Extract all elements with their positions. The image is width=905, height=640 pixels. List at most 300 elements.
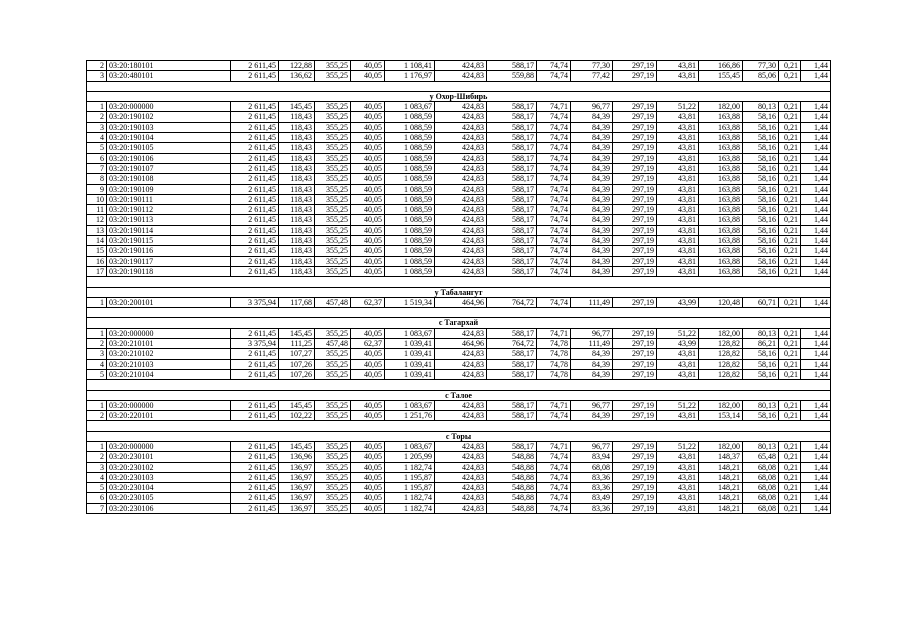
value-cell: 40,05 (351, 194, 385, 204)
cadastral-code: 03:20:210102 (107, 349, 231, 359)
value-cell: 40,05 (351, 411, 385, 421)
value-cell: 40,05 (351, 61, 385, 71)
value-cell: 355,25 (315, 71, 351, 81)
value-cell: 182,00 (699, 441, 743, 451)
value-cell: 1 088,59 (385, 205, 435, 215)
value-cell: 40,05 (351, 143, 385, 153)
spacer-cell (87, 277, 831, 287)
value-cell: 424,83 (435, 349, 487, 359)
row-number: 2 (87, 452, 107, 462)
value-cell: 74,74 (537, 112, 571, 122)
row-number: 11 (87, 205, 107, 215)
value-cell: 1 088,59 (385, 184, 435, 194)
value-cell: 40,05 (351, 184, 385, 194)
value-cell: 0,21 (779, 184, 801, 194)
table-row (87, 472, 831, 482)
value-cell: 148,21 (699, 483, 743, 493)
value-cell: 2 611,45 (231, 452, 279, 462)
value-cell: 163,88 (699, 143, 743, 153)
value-cell: 43,81 (657, 215, 699, 225)
value-cell: 84,39 (571, 266, 613, 276)
value-cell: 0,21 (779, 133, 801, 143)
cadastral-code: 03:20:190115 (107, 236, 231, 246)
value-cell: 84,39 (571, 256, 613, 266)
value-cell: 297,19 (613, 339, 657, 349)
value-cell: 2 611,45 (231, 483, 279, 493)
cadastral-code: 03:20:000000 (107, 400, 231, 410)
table-row (87, 493, 831, 503)
value-cell: 1 088,59 (385, 122, 435, 132)
cadastral-code: 03:20:190107 (107, 163, 231, 173)
value-cell: 128,82 (699, 349, 743, 359)
value-cell: 355,25 (315, 483, 351, 493)
value-cell: 1,44 (801, 174, 831, 184)
value-cell: 148,21 (699, 472, 743, 482)
value-cell: 2 611,45 (231, 174, 279, 184)
value-cell: 58,16 (743, 225, 779, 235)
value-cell: 118,43 (279, 122, 315, 132)
row-number: 2 (87, 411, 107, 421)
row-number: 12 (87, 215, 107, 225)
value-cell: 74,74 (537, 256, 571, 266)
value-cell: 0,21 (779, 194, 801, 204)
row-number: 1 (87, 297, 107, 307)
value-cell: 2 611,45 (231, 71, 279, 81)
value-cell: 1,44 (801, 215, 831, 225)
cadastral-code: 03:20:190109 (107, 184, 231, 194)
value-cell: 1 088,59 (385, 266, 435, 276)
value-cell: 148,21 (699, 462, 743, 472)
value-cell: 40,05 (351, 236, 385, 246)
value-cell: 424,83 (435, 102, 487, 112)
value-cell: 68,08 (743, 462, 779, 472)
value-cell: 43,81 (657, 503, 699, 513)
value-cell: 588,17 (487, 266, 537, 276)
value-cell: 40,05 (351, 441, 385, 451)
cadastral-code: 03:20:190108 (107, 174, 231, 184)
value-cell: 2 611,45 (231, 400, 279, 410)
value-cell: 424,83 (435, 400, 487, 410)
value-cell: 62,37 (351, 297, 385, 307)
value-cell: 2 611,45 (231, 411, 279, 421)
value-cell: 77,30 (571, 61, 613, 71)
table-row (87, 297, 831, 307)
value-cell: 163,88 (699, 236, 743, 246)
value-cell: 118,43 (279, 174, 315, 184)
value-cell: 1 182,74 (385, 503, 435, 513)
value-cell: 83,36 (571, 472, 613, 482)
row-number: 4 (87, 472, 107, 482)
table-row (87, 102, 831, 112)
value-cell: 2 611,45 (231, 215, 279, 225)
value-cell: 83,36 (571, 483, 613, 493)
value-cell: 297,19 (613, 61, 657, 71)
cadastral-code: 03:20:180101 (107, 61, 231, 71)
table-row (87, 503, 831, 513)
value-cell: 2 611,45 (231, 493, 279, 503)
value-cell: 43,81 (657, 493, 699, 503)
value-cell: 163,88 (699, 246, 743, 256)
value-cell: 1,44 (801, 133, 831, 143)
value-cell: 145,45 (279, 102, 315, 112)
value-cell: 40,05 (351, 359, 385, 369)
value-cell: 43,81 (657, 472, 699, 482)
cadastral-code: 03:20:220101 (107, 411, 231, 421)
value-cell: 464,96 (435, 339, 487, 349)
value-cell: 163,88 (699, 163, 743, 173)
value-cell: 58,16 (743, 112, 779, 122)
value-cell: 74,74 (537, 205, 571, 215)
value-cell: 68,08 (743, 483, 779, 493)
value-cell: 1,44 (801, 349, 831, 359)
section-header-row (87, 390, 831, 400)
value-cell: 40,05 (351, 493, 385, 503)
value-cell: 0,21 (779, 349, 801, 359)
row-number: 2 (87, 339, 107, 349)
value-cell: 136,62 (279, 71, 315, 81)
value-cell: 74,74 (537, 493, 571, 503)
row-number: 4 (87, 359, 107, 369)
value-cell: 163,88 (699, 174, 743, 184)
row-number: 5 (87, 369, 107, 379)
value-cell: 1,44 (801, 153, 831, 163)
table-row (87, 441, 831, 451)
spacer-cell (87, 380, 831, 390)
value-cell: 122,88 (279, 61, 315, 71)
cadastral-code: 03:20:000000 (107, 328, 231, 338)
value-cell: 43,99 (657, 297, 699, 307)
value-cell: 58,16 (743, 133, 779, 143)
value-cell: 84,39 (571, 112, 613, 122)
value-cell: 355,25 (315, 225, 351, 235)
value-cell: 297,19 (613, 462, 657, 472)
value-cell: 1,44 (801, 266, 831, 276)
value-cell: 74,74 (537, 472, 571, 482)
value-cell: 58,16 (743, 411, 779, 421)
value-cell: 163,88 (699, 256, 743, 266)
value-cell: 355,25 (315, 174, 351, 184)
row-number: 5 (87, 483, 107, 493)
value-cell: 40,05 (351, 163, 385, 173)
value-cell: 424,83 (435, 122, 487, 132)
value-cell: 297,19 (613, 297, 657, 307)
value-cell: 2 611,45 (231, 184, 279, 194)
value-cell: 118,43 (279, 184, 315, 194)
value-cell: 2 611,45 (231, 143, 279, 153)
row-number: 1 (87, 328, 107, 338)
value-cell: 118,43 (279, 153, 315, 163)
value-cell: 297,19 (613, 143, 657, 153)
value-cell: 118,43 (279, 205, 315, 215)
value-cell: 1 088,59 (385, 112, 435, 122)
value-cell: 43,81 (657, 163, 699, 173)
value-cell: 145,45 (279, 328, 315, 338)
value-cell: 355,25 (315, 493, 351, 503)
value-cell: 84,39 (571, 411, 613, 421)
value-cell: 2 611,45 (231, 205, 279, 215)
value-cell: 118,43 (279, 133, 315, 143)
value-cell: 297,19 (613, 153, 657, 163)
value-cell: 40,05 (351, 133, 385, 143)
value-cell: 43,81 (657, 122, 699, 132)
value-cell: 1 195,87 (385, 472, 435, 482)
value-cell: 548,88 (487, 462, 537, 472)
value-cell: 0,21 (779, 328, 801, 338)
value-cell: 355,25 (315, 163, 351, 173)
spacer-cell (87, 308, 831, 318)
value-cell: 424,83 (435, 163, 487, 173)
row-number: 3 (87, 122, 107, 132)
cadastral-code: 03:20:190106 (107, 153, 231, 163)
value-cell: 40,05 (351, 400, 385, 410)
value-cell: 1 083,67 (385, 400, 435, 410)
value-cell: 0,21 (779, 122, 801, 132)
value-cell: 40,05 (351, 462, 385, 472)
value-cell: 118,43 (279, 236, 315, 246)
value-cell: 0,21 (779, 411, 801, 421)
table-row (87, 174, 831, 184)
value-cell: 355,25 (315, 122, 351, 132)
spacer-row (87, 380, 831, 390)
value-cell: 355,25 (315, 236, 351, 246)
value-cell: 153,14 (699, 411, 743, 421)
value-cell: 51,22 (657, 400, 699, 410)
value-cell: 424,83 (435, 483, 487, 493)
value-cell: 74,74 (537, 184, 571, 194)
value-cell: 2 611,45 (231, 225, 279, 235)
value-cell: 84,39 (571, 184, 613, 194)
value-cell: 2 611,45 (231, 133, 279, 143)
value-cell: 297,19 (613, 328, 657, 338)
value-cell: 163,88 (699, 112, 743, 122)
value-cell: 85,06 (743, 71, 779, 81)
row-number: 2 (87, 112, 107, 122)
table-row (87, 225, 831, 235)
value-cell: 424,83 (435, 441, 487, 451)
table-row (87, 452, 831, 462)
value-cell: 588,17 (487, 143, 537, 153)
value-cell: 297,19 (613, 483, 657, 493)
value-cell: 764,72 (487, 297, 537, 307)
value-cell: 355,25 (315, 369, 351, 379)
value-cell: 74,74 (537, 174, 571, 184)
value-cell: 40,05 (351, 256, 385, 266)
value-cell: 1 519,34 (385, 297, 435, 307)
value-cell: 136,96 (279, 452, 315, 462)
cadastral-code: 03:20:190114 (107, 225, 231, 235)
value-cell: 68,08 (743, 472, 779, 482)
row-number: 7 (87, 163, 107, 173)
row-number: 1 (87, 400, 107, 410)
value-cell: 2 611,45 (231, 122, 279, 132)
value-cell: 74,74 (537, 122, 571, 132)
value-cell: 1,44 (801, 102, 831, 112)
value-cell: 43,81 (657, 133, 699, 143)
value-cell: 588,17 (487, 256, 537, 266)
table-row (87, 483, 831, 493)
value-cell: 297,19 (613, 122, 657, 132)
value-cell: 424,83 (435, 266, 487, 276)
value-cell: 1,44 (801, 71, 831, 81)
table-row (87, 400, 831, 410)
value-cell: 84,39 (571, 194, 613, 204)
value-cell: 0,21 (779, 400, 801, 410)
value-cell: 588,17 (487, 184, 537, 194)
value-cell: 1,44 (801, 205, 831, 215)
value-cell: 68,08 (743, 503, 779, 513)
value-cell: 297,19 (613, 163, 657, 173)
value-cell: 355,25 (315, 246, 351, 256)
row-number: 13 (87, 225, 107, 235)
value-cell: 297,19 (613, 102, 657, 112)
value-cell: 68,08 (571, 462, 613, 472)
value-cell: 111,49 (571, 297, 613, 307)
value-cell: 74,74 (537, 143, 571, 153)
row-number: 6 (87, 153, 107, 163)
section-title: с Тагархай (87, 318, 831, 328)
value-cell: 1 088,59 (385, 133, 435, 143)
value-cell: 297,19 (613, 112, 657, 122)
value-cell: 136,97 (279, 472, 315, 482)
value-cell: 84,39 (571, 349, 613, 359)
value-cell: 2 611,45 (231, 328, 279, 338)
value-cell: 43,81 (657, 359, 699, 369)
value-cell: 117,68 (279, 297, 315, 307)
value-cell: 148,21 (699, 503, 743, 513)
value-cell: 40,05 (351, 112, 385, 122)
value-cell: 74,74 (537, 297, 571, 307)
value-cell: 2 611,45 (231, 462, 279, 472)
value-cell: 588,17 (487, 112, 537, 122)
value-cell: 1,44 (801, 61, 831, 71)
value-cell: 0,21 (779, 266, 801, 276)
cadastral-code: 03:20:190111 (107, 194, 231, 204)
value-cell: 2 611,45 (231, 441, 279, 451)
value-cell: 84,39 (571, 369, 613, 379)
value-cell: 588,17 (487, 61, 537, 71)
table-row (87, 328, 831, 338)
value-cell: 58,16 (743, 174, 779, 184)
value-cell: 84,39 (571, 236, 613, 246)
value-cell: 2 611,45 (231, 369, 279, 379)
value-cell: 2 611,45 (231, 112, 279, 122)
value-cell: 424,83 (435, 503, 487, 513)
value-cell: 0,21 (779, 205, 801, 215)
section-title: у Охор-Шибирь (87, 91, 831, 101)
value-cell: 118,43 (279, 163, 315, 173)
value-cell: 84,39 (571, 174, 613, 184)
value-cell: 58,16 (743, 143, 779, 153)
cadastral-code: 03:20:200101 (107, 297, 231, 307)
value-cell: 43,81 (657, 369, 699, 379)
value-cell: 96,77 (571, 102, 613, 112)
value-cell: 1,44 (801, 225, 831, 235)
value-cell: 68,08 (743, 493, 779, 503)
cadastral-code: 03:20:190112 (107, 205, 231, 215)
value-cell: 1,44 (801, 493, 831, 503)
value-cell: 182,00 (699, 328, 743, 338)
value-cell: 86,21 (743, 339, 779, 349)
value-cell: 80,13 (743, 328, 779, 338)
value-cell: 1,44 (801, 297, 831, 307)
value-cell: 102,22 (279, 411, 315, 421)
row-number: 10 (87, 194, 107, 204)
row-number: 1 (87, 441, 107, 451)
value-cell: 84,39 (571, 205, 613, 215)
cadastral-code: 03:20:190117 (107, 256, 231, 266)
value-cell: 40,05 (351, 225, 385, 235)
value-cell: 74,78 (537, 339, 571, 349)
value-cell: 40,05 (351, 174, 385, 184)
value-cell: 588,17 (487, 400, 537, 410)
table-row (87, 205, 831, 215)
value-cell: 0,21 (779, 493, 801, 503)
value-cell: 1,44 (801, 462, 831, 472)
table-row (87, 133, 831, 143)
table-row (87, 153, 831, 163)
value-cell: 2 611,45 (231, 503, 279, 513)
value-cell: 297,19 (613, 503, 657, 513)
value-cell: 424,83 (435, 246, 487, 256)
section-header-row (87, 318, 831, 328)
value-cell: 588,17 (487, 163, 537, 173)
value-cell: 0,21 (779, 163, 801, 173)
value-cell: 355,25 (315, 328, 351, 338)
cadastral-code: 03:20:230103 (107, 472, 231, 482)
value-cell: 58,16 (743, 246, 779, 256)
value-cell: 43,81 (657, 411, 699, 421)
table-row (87, 256, 831, 266)
value-cell: 355,25 (315, 143, 351, 153)
value-cell: 111,25 (279, 339, 315, 349)
value-cell: 588,17 (487, 411, 537, 421)
value-cell: 2 611,45 (231, 236, 279, 246)
value-cell: 182,00 (699, 102, 743, 112)
row-number: 9 (87, 184, 107, 194)
value-cell: 0,21 (779, 462, 801, 472)
value-cell: 74,71 (537, 441, 571, 451)
table-row (87, 71, 831, 81)
value-cell: 588,17 (487, 236, 537, 246)
value-cell: 43,81 (657, 112, 699, 122)
spacer-row (87, 277, 831, 287)
value-cell: 1,44 (801, 452, 831, 462)
value-cell: 136,97 (279, 462, 315, 472)
value-cell: 40,05 (351, 71, 385, 81)
value-cell: 297,19 (613, 266, 657, 276)
cadastral-code: 03:20:480101 (107, 71, 231, 81)
value-cell: 58,16 (743, 369, 779, 379)
value-cell: 1 083,67 (385, 441, 435, 451)
spacer-row (87, 421, 831, 431)
value-cell: 1 088,59 (385, 236, 435, 246)
value-cell: 136,97 (279, 493, 315, 503)
value-cell: 40,05 (351, 246, 385, 256)
value-cell: 0,21 (779, 143, 801, 153)
value-cell: 43,81 (657, 184, 699, 194)
value-cell: 355,25 (315, 359, 351, 369)
table-row (87, 163, 831, 173)
value-cell: 74,74 (537, 71, 571, 81)
value-cell: 355,25 (315, 184, 351, 194)
value-cell: 548,88 (487, 452, 537, 462)
value-cell: 424,83 (435, 225, 487, 235)
cadastral-code: 03:20:210103 (107, 359, 231, 369)
value-cell: 2 611,45 (231, 256, 279, 266)
value-cell: 43,81 (657, 153, 699, 163)
value-cell: 2 611,45 (231, 194, 279, 204)
value-cell: 118,43 (279, 266, 315, 276)
